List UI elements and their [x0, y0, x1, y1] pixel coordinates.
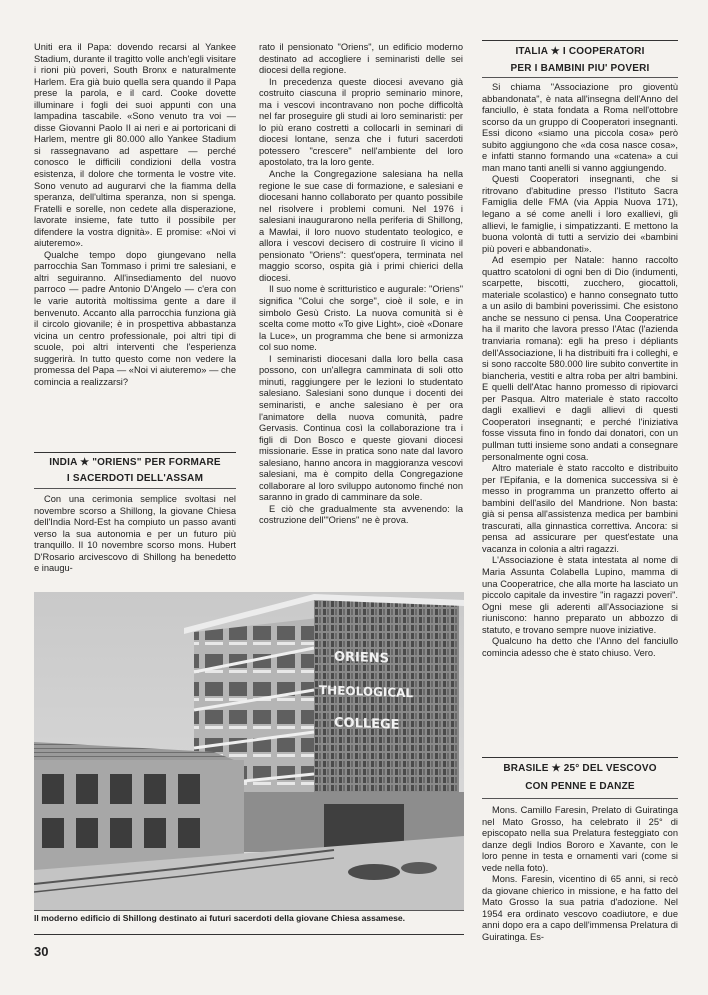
paragraph: Questi Cooperatori insegnanti, che si ritrovano d'abitudine presso l'Istituto Sacra Famiglia delle FMA (via Appia Nuova 171), legano a sé come anelli i loro exallievi, gli allievi, le famiglie, i simpatizzanti. E mettono la buona volontà di tutti a servizio dei «bambini più poveri e abbandonati».: [482, 174, 678, 254]
india-heading-rule-top: [34, 452, 236, 453]
caption-rule-bottom: [34, 934, 464, 935]
paragraph: Uniti era il Papa: dovendo recarsi al Yankee Stadium, durante il tragitto volle anch'egli visitare i rioni più poveri, South Bronx e naturalmente Harlem. Era già buio quella sera quando il Papa prese la parola, e il card. Cooke dovette illuminare i fogli dei suoi appunti con una lampadina tascabile. «Sono venuto tra voi — disse Giovanni Paolo II ai neri e ai portoricani di Harlem, mentre gli 80.000 allo Yankee Stadium si rassegnavano ad aspettare — perché conosco le difficili condizioni della vostra esistenza, il dolore che tormenta le vostre vite. Sono venuto ad augurarvi che la fiamma della speranza, dell'ultima speranza, non si spenga. Fratelli e sorelle, non cedete alla disperazione, lavorate insieme, fate tutto il possibile per difendere la vostra dignità». E promise: «Noi vi aiuteremo».: [34, 42, 236, 249]
paragraph: L'Associazione è stata intestata al nome di Maria Assunta Colabella Lupino, mamma di una Cooperatrice, che alla morte ha lasciato un piccolo capitale da investire "in ragazzi poveri". Ogni mese gli aderenti all'Associazione si riuniscono: hanno preparato un abbozzo di statuto, e trovano sempre nuove iniziative.: [482, 555, 678, 635]
column-2: [259, 42, 463, 527]
paragraph: Altro materiale è stato raccolto e distribuito per l'Epifania, e la domenica successiva si è messo in programma un pranzetto offerto ai bambini dell'asilo del Mandrione. Non basta: già si pensa all'assistenza medica per bambini trascurati, alla ginnastica correttiva. Ancora: si pensa ad assicurare per quest'estate una vacanza in colonia a altri ragazzi.: [482, 463, 678, 554]
brasile-heading-line2: CON PENNE E DANZE: [525, 781, 635, 792]
paragraph: I seminaristi diocesani dalla loro bella casa possono, con un'allegra camminata di soli otto minuti, raggiungere per le lezioni lo studentato salesiano. Salesiani sono dunque i docenti dei seminaristi, e anche salesiano è per ora l'animatore della nuova comunità, padre Gervasis. Continua così la collaborazione tra i figli di Don Bosco e queste giovani diocesi missionarie. Esse in pratica sono nate dal lavoro salesiano, hanno ancora in maggioranza vescovi salesiani, ma è compito della Congregazione collaborare al loro sviluppo autonomo finché non saranno in grado di camminare da sole.: [259, 353, 463, 503]
india-heading-line1: INDIA ★ "ORIENS" PER FORMARE: [49, 457, 221, 468]
paragraph: E ciò che gradualmente sta avvenendo: la costruzione dell'"Oriens" ne è prova.: [259, 503, 463, 526]
oriens-building-photo: [34, 592, 464, 910]
paragraph: rato il pensionato "Oriens", un edificio moderno destinato ad accogliere i seminaristi delle sei diocesi della regione.: [259, 42, 463, 76]
low-building-wall: [34, 760, 244, 870]
column-3: [482, 82, 678, 659]
india-heading-line2: I SACERDOTI DELL'ASSAM: [66, 473, 204, 484]
sign-line-1: ORIENS: [334, 649, 390, 667]
brasile-heading-line1: BRASILE ★ 25° DEL VESCOVO: [503, 763, 657, 774]
column-1-top: [34, 42, 236, 388]
brasile-heading-rule-top: [482, 757, 678, 758]
paragraph: Il suo nome è scritturistico e augurale: "Oriens" significa "Colui che sorge", cioè il sole, e in simbolo Gesù Cristo. La nuova comunità si è scelta come motto «To give Light», cioè «Donare la Luce», un programma che bene si armonizza col suo nome.: [259, 284, 463, 353]
italia-heading-rule-bottom: [482, 77, 678, 78]
paragraph: Qualche tempo dopo giungevano nella parrocchia San Tommaso i primi tre salesiani, e altri seguiranno. All'insediamento del nuovo parroco — padre Antonio D'Angelo — c'era con le varie autorità moltissima gente a dare il benvenuto. Accanto alla parrocchia funziona già il circolo giovanile; è in prospettiva abbastanza vicina un centro professionale, poi altri tipi di scuole, poi altri interventi che l'esperienza suggerirà. In tutto questo come non vedere la promessa del Papa — «Noi vi aiuteremo» — che comincia a realizzarsi?: [34, 249, 236, 387]
shrub-2: [401, 862, 437, 874]
paragraph: Qualcuno ha detto che l'Anno del fanciullo comincia adesso che è stato chiuso. Vero.: [482, 636, 678, 658]
paragraph: Mons. Camillo Faresin, Prelato di Guiratinga nel Mato Grosso, ha celebrato il 25° di episcopato nella sua Prelatura festeggiato con danze degli Indios Bororo e Xavante, con le loro penne in testa e ornamenti vari (come si vede nella foto).: [482, 805, 678, 873]
building-illustration: [34, 592, 464, 910]
paragraph: Mons. Faresin, vicentino di 65 anni, si recò da giovane chierico in missione, e ha fatto del Mato Grosso la sua patria d'adozione. Nel 1954 era ordinato vescovo coadiutore, e due anni dopo era a capo dell'immensa Prelatura di Guiratinga. Es-: [482, 874, 678, 943]
main-block-grille: [314, 598, 459, 822]
column-1-bottom: [34, 494, 236, 575]
page-number: 30: [34, 944, 49, 959]
shrub: [348, 864, 400, 880]
italia-heading-rule-top: [482, 40, 678, 41]
brasile-heading-rule-bottom: [482, 798, 678, 799]
column-3-bottom: [482, 805, 678, 944]
paragraph: Anche la Congregazione salesiana ha nella regione le sue case di formazione, e salesiani e diocesani hanno collaborato per quanto possibile nel risolvere i problemi comuni. Nel 1976 i salesiani inaugurarono nella periferia di Shillong, a Mawlai, il loro nuovo studentato teologico, e allora i vescovi decisero di costruire lì vicino il pensionato "Oriens": quest'opera, terminata nel maggio scorso, ospita già i primi chierici della diocesi.: [259, 169, 463, 283]
paragraph: Ad esempio per Natale: hanno raccolto quattro scatoloni di ogni ben di Dio (indumenti, scarpette, biscotti, zucchero, giocattoli, materiale scolastico) e hanno consegnato tutto a un asilo di bambini poverissimi. Che esistono anche se nessuno ci pensa. Una Cooperatrice ha il marito che lavora presso l'Atac (l'azienda tranviaria romana): egli ha preso i dépliants dell'Associazione, li ha distribuiti fra i colleghi, e si sono raccolte 580.000 lire subito convertite in biancheria, vestiti e altra roba per altri bambini. E quelli dell'Atac hanno promesso di ripiovarci per Pasqua. Altro materiale è stato raccolto dagli exallievi e dagli allievi di questi Cooperatori insegnanti; e perché l'iniziativa fosse vissuta fino in fondo dai donatori, con un pullman tutti insieme sono andati a consegnare personalmente ogni cosa.: [482, 255, 678, 462]
sign-line-3: COLLEGE: [334, 715, 400, 733]
india-heading-rule-bottom: [34, 488, 236, 489]
paragraph: Con una cerimonia semplice svoltasi nel novembre scorso a Shillong, la giovane Chiesa dell'India Nord-Est ha compiuto un passo avanti verso la sua autonomia e per un futuro più tranquillo. Il 10 novembre scorso mons. Hubert D'Rosario arcivescovo di Shillong ha benedetto e inaugu-: [34, 494, 236, 574]
photo-caption: Il moderno edificio di Shillong destinato ai futuri sacerdoti della giovane Chiesa assamese.: [34, 913, 406, 923]
sign-line-2: THEOLOGICAL: [319, 682, 414, 701]
paragraph: In precedenza queste diocesi avevano già costruito ciascuna il proprio seminario minore, ma i vescovi incontravano non poche difficoltà nel far proseguire gli studi ai loro seminaristi: per lo più erano costretti a collocarli in seminari di diocesi lontane, senza che i futuri sacerdoti potessero "crescere" nell'ambiente del loro apostolato, tra la loro gente.: [259, 76, 463, 168]
caption-rule-top: [34, 910, 464, 911]
italia-heading-line1: ITALIA ★ I COOPERATORI: [515, 46, 645, 57]
entrance: [324, 804, 404, 848]
paragraph: Si chiama "Associazione pro gioventù abbandonata", è nata all'insegna dell'Anno del fanciullo, è stata fondata a Roma nell'ottobre scorso da un gruppo di Cooperatori insegnanti. Essi dicono «siamo una piccola cosa» però subito aggiungono che «da cosa nasce cosa», e infatti stanno formando una «catena» a cui man mano tanti anelli si vanno aggiungendo.: [482, 82, 678, 173]
italia-heading-line2: PER I BAMBINI PIU' POVERI: [510, 63, 650, 74]
